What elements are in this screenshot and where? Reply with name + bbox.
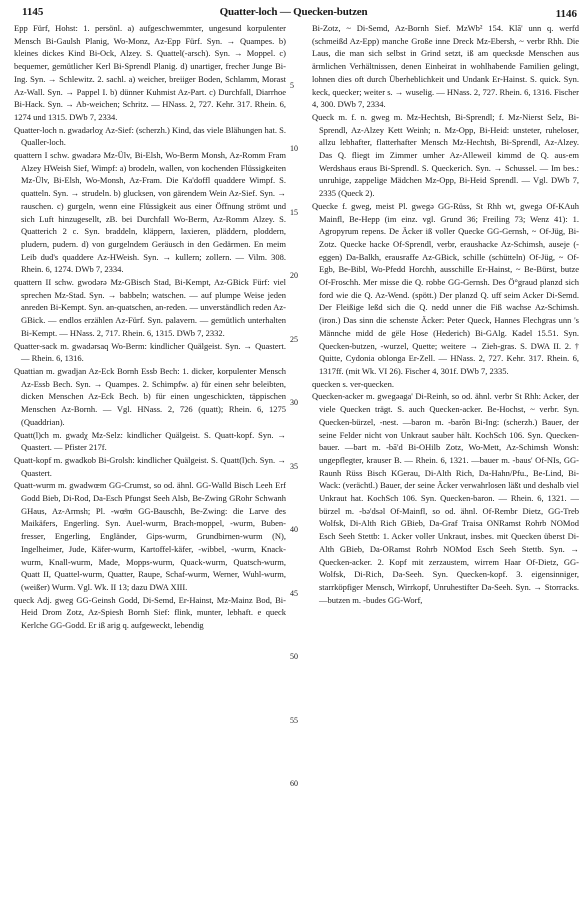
line-number: 5 [290,81,294,90]
dictionary-entry: quattern II schw. gwodərə Mz-GBisch Stad, Bi-Kempt, Az-GBick Fürf: viel sprechen Mz-Stad. Syn. → babbeln; watschen. — auf plumpe Weise jeden anreden Bi-Kempt. Syn. an-quatschen, an-reden. — unverständlich reden Az-GBick. — endlos erzählen Az-Fürf. Syn. palavern. — gemütlich unterhalten Bi-Kempt. — HNass. 2, 717. Rhein. 6, 1315. DWb 7, 2332. [14,277,286,338]
page-number-right: 1146 [555,8,577,20]
page-header [0,0,587,22]
dictionary-entry: Queck m. f. n. gweg m. Mz-Hechtsh, Bi-Sprendl; f. Mz-Nierst Selz, Bi-Sprendl, Az-Alzey Kett Weinh; n. Mz-Opp, Bi-Heid: unsteter, ruheloser, allzu lebhafter, flatterhafter Mensch Mz-Hechtsh, Bi-Sprendl, Az-Alzey. Das Q. fliegt im Zimmer umher Az-Alleweil kimmd de Q. aus-em Werdshaus eraus Bi-Sprendl. S. Queckerich. Syn. → Schussel. — Im bes.: unruhige, zappelige Mädchen Mz-Opp, Bi-Heid Sprendl. — Vgl. DWb 7, 2335 (Queck 2). [312,111,579,199]
left-column [14,22,286,902]
dictionary-entry: Quatt-kopf m. gwadkob Bi-Grolsh: kindlicher Quälgeist. S. Quatt(l)ch. Syn. → Quastert. [14,454,286,478]
dictionary-entry: quattern I schw. gwadərə Mz-Ülv, Bi-Elsh, Wo-Berm Monsh, Az-Romm Fram Alzey HWeish Sief, Wimpf: a) brodeln, wallen, von kochenden Flüssigkeiten Mz-Ülv, Bi-Elsh, Wo-Monsh, Az-Fram. Die Ka'doffl quaddere Wimpf. S. quatteln. Syn. → strudeln. b) glucksen, von gärendem Wein Az-Sief. Syn. → rauschen. c) gurgeln, wenn eine Flüssigkeit aus einer Öffnung strömt und sich Luft hinzugesellt, zB. bei Durchfall Wo-Berm, Az-Romm Alzey. S. Quatterich 2 c. Syn. braddeln, kläppern, laxieren, pläddern, ploddern, pludern, pudern. d) von gurgelndem Geräusch in den Gedärmen. En meim Leib dud's quaddere Az-HWeish. Syn. → kullern; zollern. — Vilm. 308. Rhein. 6, 1274. DWb 7, 2334. [14,150,286,275]
line-number: 25 [290,335,298,344]
line-number: 55 [290,716,298,725]
dictionary-entry: Quattian m. gwadjan Az-Eck Bornh Essb Bech: 1. dicker, korpulenter Mensch Az-Essb Bech. Syn. → Quampes. 2. Schimpfw. a) für einen sehr beleibten, dicken Menschen Az-Eck Bech. b) für einen ungeschickten, täppischen Menschen Az-Bornh. — Vgl. HNass. 2, 726 (quatt); Rhein. 6, 1275 (Quaddrian). [14,365,286,427]
dictionary-entry: Quatter-loch n. gwadərloχ Az-Sief: (scherzh.) Kind, das viele Blähungen hat. S. Qualler-loch. [14,124,286,148]
running-title: Quatter-loch — Quecken-butzen [219,6,368,18]
dictionary-entry: Quecke f. gweg, meist Pl. gwegə GG-Rüss, St Rhh wt, gwegə Of-KAuh Mainfl, Be-Hepp (im einz. vgl. Grund 36; Freiling 73; Wenz 41): 1. Agropyrum repens. De Äcker iß voller Quecke GG-Gernsh, ~ Of-Jüg, Bi-Zotz. Quecke hacke Of-Sprendl, verbr, eraushacke Az-Schimsh, auseje (-eggen) Da-Balkh, erausraffe Az-GBick, schille (schütteln) Of-Jüg, ~ Of-Egb, Be-Bibl, Wo-Pfedd Horchh, ausschille Er-Hainst, ~ Be-Bürst, butze Of-Froschh. Mer misse die Q. robbe GG-Gernsh. Des Ö°graud planzd sich ford wie die Q. Az-Wend. (spött.) Der planzd Q. uff seim Acker Di-Semd. Der Fleißige leßd sich die Q. nedd unner die Fiß wachse Az-Schimsh. (iron.) Das sinn die schenste Äcker: Peter Queck, Hannes Flechgras unn 's Männche midd de gële Hose (Hederich) Bi-GAlg. Kadel 15.51. Syn. Quecken-butzen, -wurzel, Quette; weitere → Zieh-gras. S. DWA II. 2. † Quitte, Cydonia oblonga Er-Zell. — HNass. 2, 727. Kehr. 317. Rhein. 6, 1317ff. (mit Wk. VI 26). Fischer 4, 301f. DWb 7, 2335. [312,200,579,376]
line-number: 30 [290,398,298,407]
line-number: 15 [290,208,298,217]
line-number: 40 [290,525,298,534]
dictionary-entry: queck Adj. gweg GG-Geinsh Godd, Di-Semd, Er-Hainst, Mz-Mainz Bod, Bi-Heid Drom Zotz, Az-Spiesh Bornh Sief: flink, munter, lebhaft. e queck Kerlche GG-Godd. Er iß arig q. aufgeweckt, lebendig [14,594,286,631]
dictionary-entry: Quatt(l)ch m. gwadχ Mz-Selz: kindlicher Quälgeist. S. Quatt-kopf. Syn. → Quastert. — Pfister 217f. [14,429,286,453]
line-number-gutter [288,22,310,902]
line-number: 20 [290,271,298,280]
dictionary-entry: Quatter-sack m. gwadərsaq Wo-Berm: kindlicher Quälgeist. Syn. → Quastert. — Rhein. 6, 1316. [14,340,286,364]
right-column [312,22,579,902]
line-number: 35 [290,462,298,471]
line-number: 60 [290,779,298,788]
line-number: 45 [290,589,298,598]
dictionary-entry: quecken s. ver-quecken. [312,378,394,389]
dictionary-entry: Epp Fürf, Hohst: 1. persönl. a) aufgeschwemmter, ungesund korpulenter Mensch Bi-Gaulsh Planig, Wo-Monz, Az-Epp Fürf. Syn. → Quampes. b) kleines dickes Kind Bi-Ock, Alzey. S. Quattel(-arsch). Syn. → Moppel. c) bequemer, gemütlicher Kerl Bi-Sprendl Planig. d) unartiger, frecher Junge Bi-Ing. Syn. → Schlewitz. 2. sachl. a) weicher, breiiger Boden, Schlamm, Morast Az-Wall. Syn. → Pappel I. b) dünner Kuhmist Az-Part. c) Durchfall, Diarrhoe Bi-Hack. Syn. → Ab-weichen; Schritz. — HNass. 2, 727. Kehr. 317. Rhein. 6, 1274 und 1315. DWb 7, 2334. [14,23,286,122]
dictionary-entry: Quatt-wurm m. gwadwœm GG-Crumst, so od. ähnl. GG-Walld Bisch Leeh Erf Godd Bieb, Di-Rod, Da-Esch Pfungst Seeh Alsb, Be-Zwing GRohr Schwanh GHaus, Az-Armsh; Pl. -wœ̈m GG-Bauschh, Be-Zwing: die Larve des Maikäfers, Engerling. Syn. Auel-wurm, Brach-moppel, -wurm, Buben-fresser, Engerling, Engländer, Gips-wurm, Grundbirnen-wurm (N), Ingelheimer, Jude, Käfer-wurm, Kartoffel-käfer, -wibbel, -wurm, Knack-wurm, Knall-wurm, Made, Mopps-wurm, Quack-wurm, Quatsch-wurm, Quatt II, Quattel-wurm, Quatter, Raupe, Schaf-wurm, Werner, Wuhl-wurm, (weißer) Wurm. Vgl. Wk. II 13; dazu DWA XIII. [14,480,286,592]
line-number: 50 [290,652,298,661]
dictionary-entry: Bi-Zotz, ~ Di-Semd, Az-Bornh Sief. MzWb² 154. Klā' unn q. werfd (schmeißd Az-Epp) manche Große inne Dreck Mz-Ebersh, ~ verbr Rhh. Die Laus, die man sich selbst in Grind setzt, iß am quecksde Menschen aus ärmlichen Verhältnissen, denen Einheirat in wohlhabende Familien gelingt, lohnen dies oft durch Überheblichkeit und Undank Er-Hainst. S. quick. Syn. keck, quecker; weiter s. → wuselig. — HNass. 2, 727. Rhein. 6, 1316. Fischer 4, 300. DWb 7, 2334. [312,23,579,110]
page-number-left: 1145 [22,6,44,18]
line-number: 10 [290,144,298,153]
dictionary-entry: Quecken-acker m. gwegəaga' Di-Reinh, so od. ähnl. verbr St Rhh: Acker, der viele Quecken trägt. S. auch Quecken-acker. Be-Hochst, ~ verbr. Syn. Quecken-bürzel, -nest. —baron m. -barõn Bi-Ing: (scherzh.) Bauer, der seine Felder nicht von Unkraut sauber hält. KochSch 106. Syn. Quecken-bauer. —bart m. -bā'd Bi-OHilb Zotz, Wo-Mett, Az-Schimsh Wonsh: ungepflegter, krauser B. — Rhein. 6, 1321. —bauer m. -baus' Of-NIs, GG-Raunh Rüss Bisch KGerau, Di-Alth Rich, Da-Hahn/Pfu., Be-Lind, Bi-Wack: (verächtl.) Bauer, der seine Äcker verwahrlosen läßt und deshalb viel Unkraut hat. KochSch 106. Syn. Quecken-baron. — Rhein. 6, 1321. —bürzel m. -bə'dsəl Of-Mainfl, so od. ähnl. Of-Rembr Dietz, GG-Treb Wolfsk, Di-Alth Rich GBieb, Da-Graf Traisa ONRamst Rohrb NOMod Esch Seeh Stettb: 1. Acker voller Unkraut, insbes. mit Quecken überst Di-Alth GBieb, Da-ORamst Rohrb NOMod Esch Seeh Stettb. Syn. → Quecken-acker. 2. Kopf mit zerzaustem, wirrem Haar Of-Dietz, GG-Wolfsk, Di-Rich, Da-Seeh. Syn. Quecken-kopf. 3. eigensinniger, starrköpfiger Mensch, Wirrkopf, Unruhestifter Da-Seeh. Syn. → Storracks. —butzen m. -budes GG-Worf, [312,391,579,605]
